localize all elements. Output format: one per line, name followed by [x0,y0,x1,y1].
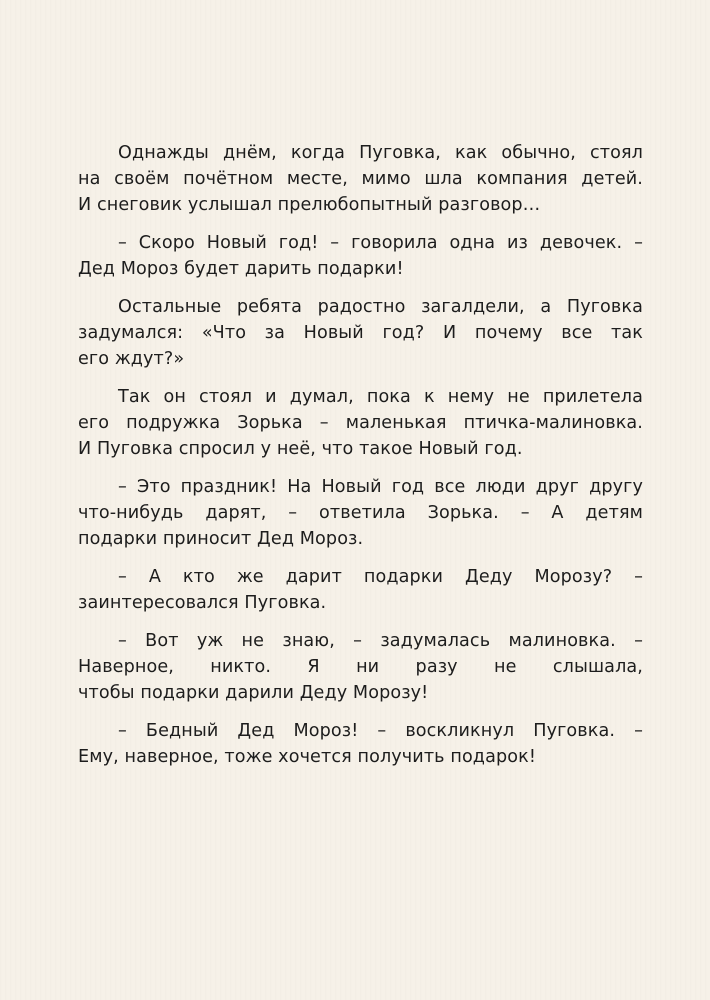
text-line: подарки приносит Дед Мороз. [78,529,364,549]
paragraph [78,384,643,462]
paragraph [78,230,643,282]
text-line: – Это праздник! На Новый год все люди друг другу [118,477,643,497]
text-line: его ждут?» [78,349,185,369]
paragraph [78,628,643,706]
text-line: Остальные ребята радостно загалдели, а Пуговка [118,297,643,317]
text-line: – Бедный Дед Мороз! – воскликнул Пуговка. – [118,721,643,741]
paragraph [78,564,643,616]
paragraph [78,140,643,218]
text-line: – Вот уж не знаю, – задумалась малиновка. – [118,631,643,651]
paragraph [78,474,643,552]
text-line: Ему, наверное, тоже хочется получить подарок! [78,747,536,767]
paragraph [78,294,643,372]
paragraph [78,718,643,770]
text-line: что-нибудь дарят, – ответила Зорька. – А детям [78,503,643,523]
text-line: – Скоро Новый год! – говорила одна из девочек. – [118,233,643,253]
text-line: заинтересовался Пуговка. [78,593,327,613]
text-line: его подружка Зорька – маленькая птичка-малиновка. [78,413,643,433]
text-line: – А кто же дарит подарки Деду Морозу? – [118,567,643,587]
text-line: чтобы подарки дарили Деду Морозу! [78,683,429,703]
text-line: И Пуговка спросил у неё, что такое Новый год. [78,439,523,459]
story-text [78,140,643,782]
text-line: задумался: «Что за Новый год? И почему все так [78,323,643,343]
text-line: Дед Мороз будет дарить подарки! [78,259,404,279]
text-line: Однажды днём, когда Пуговка, как обычно, стоял [118,143,643,163]
text-line: на своём почётном месте, мимо шла компания детей. [78,169,643,189]
text-line: И снеговик услышал прелюбопытный разговор… [78,195,541,215]
text-line: Так он стоял и думал, пока к нему не прилетела [118,387,643,407]
text-line: Наверное, никто. Я ни разу не слышала, [78,657,643,677]
